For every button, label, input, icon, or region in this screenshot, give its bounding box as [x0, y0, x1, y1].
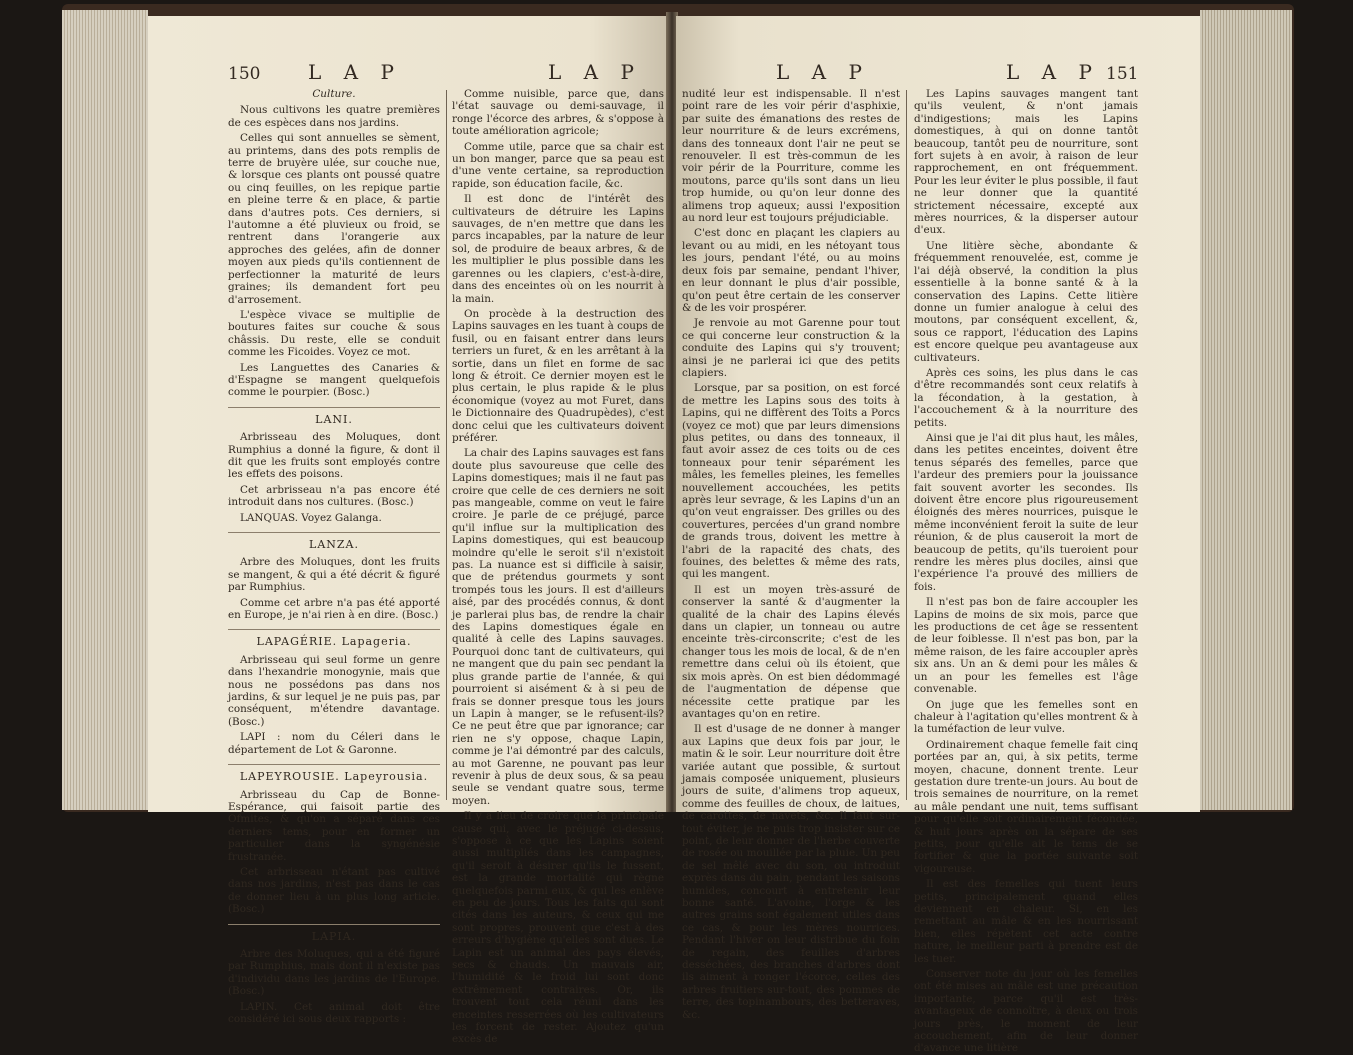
paragraph: Arbrisseau du Cap de Bonne-Espérance, qui faisoit partie des Ofmites, & qu'on a séparé dans ces derniers tems, pour en former un particulier dans la syngénésie frustranée.: [228, 788, 440, 863]
paragraph: Arbrisseau des Moluques, dont Rumphius a donné la figure, & dont il dit que les fruits sont employés contre les effets des poisons.: [228, 431, 440, 481]
paragraph: Nous cultivons les quatre premières de ces espèces dans nos jardins.: [228, 104, 440, 129]
paragraph: C'est donc en plaçant les clapiers au levant ou au midi, en les nétoyant tous les jours, pendant l'été, ou au moins deux fois par semaine, pendant l'hiver, en leur donnant le plus d'air possible, qu'on peut être certain de les conserver & de les voir prospérer.: [682, 227, 900, 314]
column-rule: [906, 90, 907, 800]
page-number: 151: [1106, 64, 1139, 84]
left-page: [148, 16, 668, 1046]
entry-heading-lanza: LANZA.: [228, 532, 440, 551]
right-column-1: [682, 88, 900, 1021]
paragraph: On juge que les femelles sont en chaleur à l'agitation qu'elles montrent & à la tuméfaction de leur vulve.: [914, 698, 1138, 736]
paragraph: Cet arbrisseau n'a pas encore été introduit dans nos cultures. (Bosc.): [228, 483, 440, 509]
paragraph: Arbre des Moluques, qui a été figuré par Rumphius, mais dont il n'existe pas d'individu dans les jardins de l'Europe. (Bosc.): [228, 947, 440, 998]
right-page: [676, 16, 1200, 1055]
left-column-2: [452, 88, 664, 1046]
entry-heading-lapia: LAPIA.: [228, 924, 440, 943]
paragraph: Arbre des Moluques, dont les fruits se mangent, & qui a été décrit & figuré par Rumphius.: [228, 556, 440, 594]
running-head-right: L A P: [548, 60, 642, 84]
page-edges-right: [1200, 10, 1292, 810]
paragraph: Les Languettes des Canaries & d'Espagne se mangent quelquefois comme le pourpier. (Bosc.): [228, 361, 440, 399]
running-head-right: L A P: [1006, 60, 1100, 84]
paragraph: Ainsi que je l'ai dit plus haut, les mâles, dans les petites enceintes, doivent être tenus séparés des femelles, parce que l'ardeur des premiers pour la jouissance fait souvent avorter les secondes. Ils doivent être encore plus rigoureusement éloignés des mères nourrices, puisque le même inconvénient feroit la suite de leur réunion, & de plus causeroit la mort de beaucoup de petits, qu'ils tueroient pour rendre les mères plus dociles, ainsi que l'expérience l'a prouvé des milliers de fois.: [914, 431, 1138, 593]
paragraph: Les Lapins sauvages mangent tant qu'ils veulent, & n'ont jamais d'indigestions; mais les Lapins domestiques, à qui on donne tantôt beaucoup, tantôt peu de nourriture, sont fort sujets à en avoir, à raison de leur rapprochement, en ont fréquemment. Pour les leur éviter le plus possible, il faut ne leur donner que la quantité strictement nécessaire, excepté aux mères nourrices, & la disperser autour d'eux.: [914, 88, 1138, 237]
entry-heading-lani: LANI.: [228, 407, 440, 426]
paragraph: Après ces soins, les plus dans le cas d'être recommandés sont ceux relatifs à la fécondation, à la gestation, à l'accouchement & à la nourriture des petits.: [914, 366, 1138, 429]
paragraph: Lorsque, par sa position, on est forcé de mettre les Lapins sous des toits à Lapins, qui ne diffèrent des Toits a Porcs (voyez ce mot) que par leurs dimensions plus petites, ou dans des tonneaux, il faut avoir assez de ces toits ou de ces tonneaux pour tenir séparément les mâles, les femelles pleines, les femelles nouvellement accouchées, les petits après leur sevrage, & les Lapins d'un an qu'on veut engraisser. Des grilles ou des couvertures, percées d'un grand nombre de grands trous, doivent les mettre à l'abri de la rapacité des chats, des fouines, des belettes & même des rats, qui les mangent.: [682, 382, 900, 581]
paragraph: LANQUAS. Voyez Galanga.: [240, 511, 382, 524]
paragraph: Il est d'usage de ne donner à manger aux Lapins que deux fois par jour, le matin & le soir. Leur nourriture doit être variée autant que possible, & surtout jamais composée uniquement, plusieurs jours de suite, d'alimens trop aqueux, comme des feuilles de choux, de laitues, de carottes, de navets, &c. Il faut sur-tout éviter, je ne puis trop insister sur ce point, de leur donner de l'herbe couverte de rosée ou mouillée par la pluie. Un peu de sel mêlé avec du son, ou introduit exprès dans du pain, pendant les saisons humides, concourt à entretenir leur bonne santé. L'avoine, l'orge & les autres grains sont également utiles dans ce cas, & pour les mères nourrices. Pendant l'hiver on leur distribue du foin de regain, des feuilles d'arbres desséchées, des branches d'arbres dont ils aiment à ronger l'écorce, celles des arbres fruitiers sur-tout, des pommes de terre, des topinambours, des betteraves, &c.: [682, 723, 900, 1021]
paragraph: L'espèce vivace se multiplie de boutures faites sur couche & sous châssis. Du reste, elle se conduit comme les Ficoides. Voyez ce mot.: [228, 308, 440, 359]
paragraph: nudité leur est indispensable. Il n'est point rare de les voir périr d'asphixie, par suite des émanations des restes de leur nourriture & de leurs excrémens, dans des tonneaux dont l'air ne peut se renouveler. Il est très-commun de les voir périr de la Pourriture, comme les moutons, parce qu'ils sont dans un lieu trop humide, ou qu'on leur donne des alimens trop aqueux; aussi l'exposition au nord leur est toujours préjudiciable.: [682, 88, 900, 225]
paragraph: Je renvoie au mot Garenne pour tout ce qui concerne leur construction & la conduite des Lapins qui s'y trouvent; ainsi je ne parlerai ici que des petits clapiers.: [682, 317, 900, 379]
paragraph: On procède à la destruction des Lapins sauvages en les tuant à coups de fusil, ou en faisant entrer dans leurs terriers un furet, & en les arrêtant à la sortie, dans un filet en forme de sac long & étroit. Ce dernier moyen est le plus certain, le plus rapide & le plus économique (voyez au mot Furet, dans le Dictionnaire des Quadrupèdes), c'est donc celui que les cultivateurs doivent préférer.: [452, 307, 664, 444]
page-number: 150: [228, 64, 261, 84]
paragraph: Il est un moyen très-assuré de conserver la santé & d'augmenter la qualité de la chair des Lapins élevés dans un clapier, un tonneau ou autre enceinte très-circonscrite; c'est de les changer tous les mois de local, & de n'en remettre dans celui où ils étoient, que six mois après. On est bien dédommagé de l'augmentation de dépense que nécessite cette pratique par les avantages qu'on en retire.: [682, 583, 900, 720]
heading-culture: Culture.: [312, 88, 356, 100]
entry-heading-lapagerie: LAPAGÉRIE. Lapageria.: [228, 629, 440, 648]
entry-heading-lapeyrousie: LAPEYROUSIE. Lapeyrousia.: [228, 764, 440, 783]
paragraph: Il est des femelles qui tuent leurs petits, principalement quand elles deviennent en chaleur. Si, en les remettant au mâle & en les nourrissant bien, elles répètent cet acte contre nature, le meilleur parti à prendre est de les tuer.: [914, 878, 1138, 965]
paragraph: Celles qui sont annuelles se sèment, au printems, dans des pots remplis de terre de bruyère ulée, sur couche nue, & lorsque ces plants ont poussé quatre ou cinq feuilles, on les repique partie en pleine terre & en place, & partie dans d'autres pots. Ces derniers, si l'automne a été pluvieux ou froid, se rentrent dans l'orangerie aux approches des gelées, afin de donner moyen aux pieds qu'ils contiennent de perfectionner la maturité de leurs graines; ils demandent fort peu d'arrosement.: [228, 132, 440, 306]
paragraph: LAPI : nom du Céleri dans le département de Lot & Garonne.: [228, 731, 440, 756]
right-column-2: [914, 88, 1138, 1055]
paragraph: Il y a lieu de croire que la principale cause qui, avec le préjugé ci-dessus, s'oppose à ce que les Lapins soient aussi multipliés dans les campagnes, qu'il seroit à désirer qu'ils le fussent, est la grande mortalité qui règne quelquefois parmi eux, & qui les enlève en peu de jours. Tous les faits qui sont cités dans les auteurs, & ceux qui me sont propres, prouvent que c'est à des erreurs d'hygiène qu'elles sont dues. Le Lapin est un animal des pays élevés, secs & chauds. Un mauvais air, l'humidité & le froid lui sont donc extrêmement contraires. Or, ils trouvent tout cela réuni dans les enceintes resserrées où les cultivateurs les forcent de rester. Ajoutez qu'un excès de: [452, 810, 664, 1046]
left-column-1: [228, 88, 440, 1025]
page-edges-left: [62, 10, 148, 810]
paragraph: Ordinairement chaque femelle fait cinq portées par an, qui, à six petits, terme moyen, chacune, donnent trente. Leur gestation dure trente-un jours. Au bout de trois semaines de nourriture, on la remet au mâle pendant une nuit, tems suffisant pour qu'elle soit ordinairement fécondée, & huit jours après on la sépare de ses petits, pour qu'elle ait le tems de se fortifier & que la portée suivante soit vigoureuse.: [914, 738, 1138, 875]
paragraph: Comme nuisible, parce que, dans l'état sauvage ou demi-sauvage, il ronge l'écorce des arbres, & s'oppose à toute amélioration agricole;: [452, 88, 664, 138]
column-rule: [446, 90, 447, 800]
paragraph: Il est donc de l'intérêt des cultivateurs de détruire les Lapins sauvages, de n'en mettre que dans les parcs incapables, par la nature de leur sol, de produire de beaux arbres, & de les multiplier le plus possible dans les garennes ou les clapiers, c'est-à-dire, dans des enceintes où on les nourrit à la main.: [452, 193, 664, 305]
paragraph: Il n'est pas bon de faire accoupler les Lapins de moins de six mois, parce que les productions de cet âge se ressentent de leur foiblesse. Il n'est pas bon, par la même raison, de les faire accoupler après six ans. Un an & demi pour les mâles & un an pour les femelles est l'âge convenable.: [914, 596, 1138, 696]
paragraph: Comme utile, parce que sa chair est un bon manger, parce que sa peau est d'une vente certaine, sa reproduction rapide, son éducation facile, &c.: [452, 140, 664, 190]
paragraph: Cet arbrisseau n'étant pas cultivé dans nos jardins, n'est pas dans le cas de donner lieu à un plus long article. (Bosc.): [228, 865, 440, 916]
paragraph: Conserver note du jour où les femelles ont été mises au mâle est une précaution importante, parce qu'il est très-avantageux de connoître, à deux ou trois jours près, le moment de leur accouchement, afin de leur donner d'avance une litière: [914, 968, 1138, 1055]
paragraph: Arbrisseau qui seul forme un genre dans l'hexandrie monogynie, mais que nous ne possédons pas dans nos jardins, & sur lequel je ne puis pas, par conséquent, m'étendre davantage. (Bosc.): [228, 653, 440, 728]
paragraph: Comme cet arbre n'a pas été apporté en Europe, je n'ai rien à en dire. (Bosc.): [228, 596, 440, 622]
paragraph: LAPIN. Cet animal doit être considéré ici sous deux rapports :: [228, 1000, 440, 1025]
paragraph: Une litière sèche, abondante & fréquemment renouvelée, est, comme je l'ai déjà observé, la condition la plus essentielle à la bonne santé & à la conservation des Lapins. Cette litière donne un fumier analogue à celui des moutons, par conséquent excellent, &, sous ce rapport, l'éducation des Lapins est encore quelque peu avantageuse aux cultivateurs.: [914, 239, 1138, 364]
paragraph: La chair des Lapins sauvages est fans doute plus savoureuse que celle des Lapins domestiques; mais il ne faut pas croire que celle de ces derniers ne soit pas mangeable, comme on veut le faire croire. Je parle de ce préjugé, parce qu'il influe sur la multiplication des Lapins domestiques, qui est beaucoup moindre qu'elle le seroit s'il n'existoit pas. La nuance est si difficile à saisir, que de prétendus gourmets y sont trompés tous les jours. Il est d'ailleurs aisé, par des procédés connus, & dont je parlerai plus bas, de rendre la chair des Lapins domestiques égale en qualité à celle des Lapins sauvages. Pourquoi donc tant de cultivateurs, qui ne mangent que du pain sec pendant la plus grande partie de l'année, & qui pourroient si aisément & à si peu de frais se donner presque tous les jours un Lapin à manger, se le refusent-ils? Ce ne peut être que par ignorance; car rien ne s'y oppose, chaque Lapin, comme je l'ai démontré par des calculs, au mot Garenne, ne pouvant pas leur revenir à plus de deux sous, & sa peau seule se vendant quatre sous, terme moyen.: [452, 447, 664, 807]
running-head-left: L A P: [776, 60, 870, 84]
running-head-left: L A P: [308, 60, 402, 84]
